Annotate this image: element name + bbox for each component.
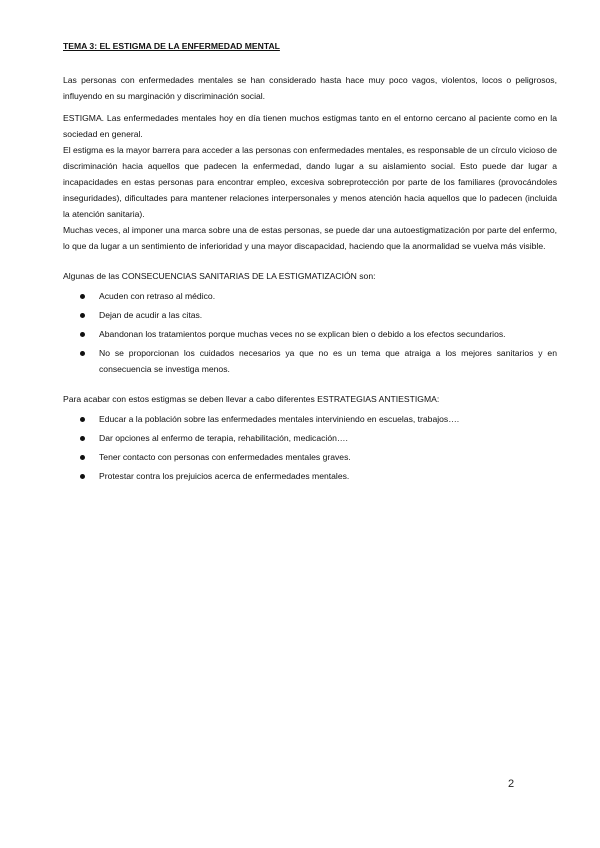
list-item: Acuden con retraso al médico. [63, 288, 557, 304]
bullet-icon [80, 294, 85, 299]
stigma-barrier-paragraph: El estigma es la mayor barrera para acceder a las personas con enfermedades mentales, es responsable de un círculo vicioso de discriminación hacia aquellos que padecen la enfermedad, dando lugar a su aislamiento social. Esto puede dar lugar a incapacidades en estas personas para encontrar empleo, excesiva sobreprotección por parte de los familiares (provocándoles inseguridades), dificultades para mantener relaciones interpersonales y menos atención hacia aquellos que lo padecen (incluida la atención sanitaria). [63, 145, 557, 219]
intro-paragraph: Las personas con enfermedades mentales se han considerado hasta hace muy poco vagos, violentos, locos o peligrosos, influyendo en su marginación y discriminación social. [63, 75, 557, 101]
page-number: 2 [508, 778, 515, 790]
consequences-intro: Algunas de las CONSECUENCIAS SANITARIAS DE LA ESTIGMATIZACIÓN son: [63, 271, 376, 281]
strategies-list [63, 411, 557, 484]
list-item: Dar opciones al enfermo de terapia, rehabilitación, medicación…. [63, 430, 557, 446]
stigma-definition-paragraph: ESTIGMA. Las enfermedades mentales hoy en día tienen muchos estigmas tanto en el entorno cercano al paciente como en la sociedad en general. [63, 113, 557, 139]
list-item: Protestar contra los prejuicios acerca de enfermedades mentales. [63, 468, 557, 484]
document-title: TEMA 3: EL ESTIGMA DE LA ENFERMEDAD MENTAL [63, 41, 280, 51]
bullet-icon [80, 332, 85, 337]
list-item: Educar a la población sobre las enfermedades mentales interviniendo en escuelas, trabajos…. [63, 411, 557, 427]
list-item: Tener contacto con personas con enfermedades mentales graves. [63, 449, 557, 465]
bullet-icon [80, 455, 85, 460]
bullet-icon [80, 313, 85, 318]
bullet-icon [80, 351, 85, 356]
list-item: No se proporcionan los cuidados necesarios ya que no es un tema que atraiga a los mejores sanitarios y en consecuencia se investiga menos. [63, 345, 557, 377]
bullet-icon [80, 474, 85, 479]
consequences-list [63, 288, 557, 377]
bullet-icon [80, 417, 85, 422]
document-page [63, 40, 557, 487]
list-item: Dejan de acudir a las citas. [63, 307, 557, 323]
list-item: Abandonan los tratamientos porque muchas veces no se explican bien o debido a los efectos secundarios. [63, 326, 557, 342]
self-stigma-paragraph: Muchas veces, al imponer una marca sobre una de estas personas, se puede dar una autoestigmatización por parte del enfermo, lo que da lugar a un sentimiento de inferioridad y una mayor discapacidad, haciendo que la anormalidad se vuelva más visible. [63, 225, 557, 251]
bullet-icon [80, 436, 85, 441]
strategies-intro: Para acabar con estos estigmas se deben llevar a cabo diferentes ESTRATEGIAS ANTIESTIGMA: [63, 394, 440, 404]
